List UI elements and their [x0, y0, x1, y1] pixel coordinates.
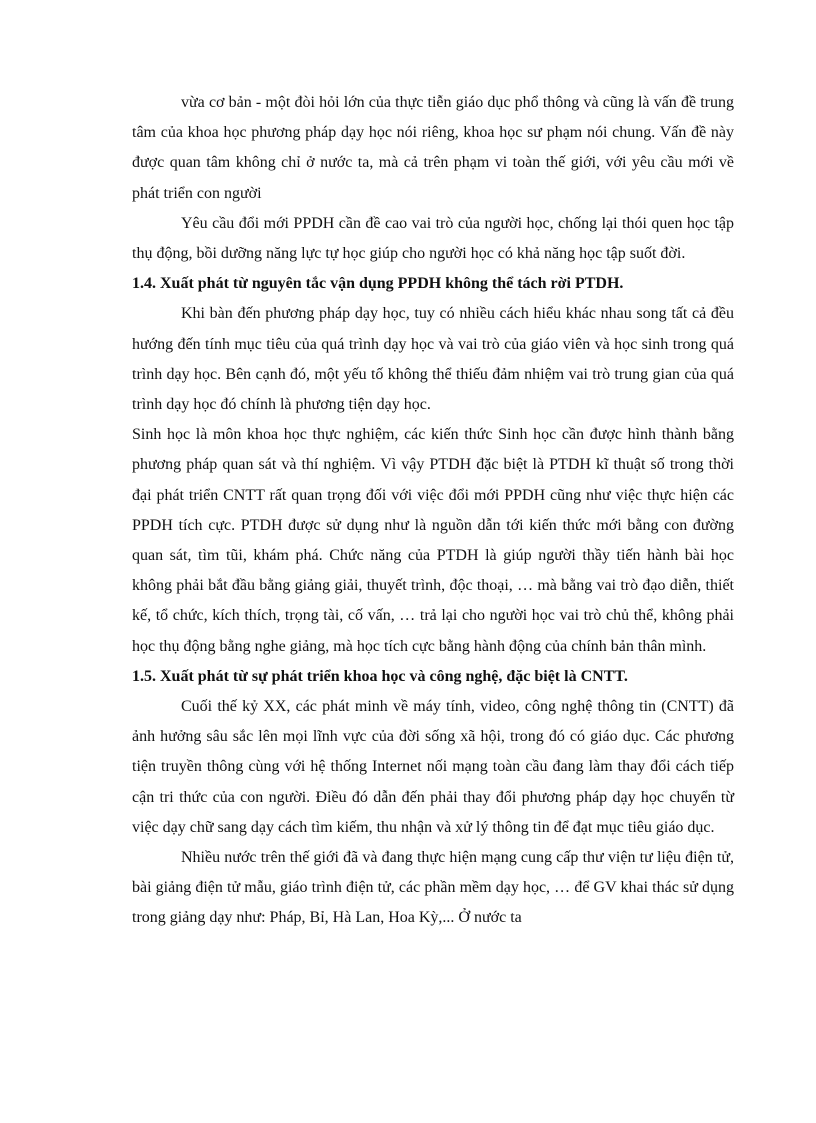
- paragraph-teaching-methods: Khi bàn đến phương pháp dạy học, tuy có nhiều cách hiểu khác nhau song tất cả đều hướng đến tính mục tiêu của quá trình dạy học và vai trò của giáo viên và học sinh trong quá trình dạy học. Bên cạnh đó, một yếu tố không thể thiếu đảm nhiệm vai trò trung gian của quá trình dạy học đó chính là phương tiện dạy học.: [132, 305, 734, 414]
- paragraph-cntt-impact: Cuối thế kỷ XX, các phát minh về máy tính, video, công nghệ thông tin (CNTT) đã ảnh hưởng sâu sắc lên mọi lĩnh vực của đời sống xã hội, trong đó có giáo dục. Các phương tiện truyền thông cùng với hệ thống Internet nối mạng toàn cầu đang làm thay đổi cách tiếp cận tri thức của con người. Điều đó dẫn đến phải thay đổi phương pháp dạy học chuyển từ việc dạy chữ sang dạy cách tìm kiếm, thu nhận và xử lý thông tin để đạt mục tiêu giáo dục.: [132, 698, 734, 836]
- paragraph-ppdh-renewal: Yêu cầu đổi mới PPDH cần đề cao vai trò của người học, chống lại thói quen học tập thụ động, bồi dưỡng năng lực tự học giúp cho người học có khả năng học tập suốt đời.: [132, 214, 734, 263]
- paragraph-biology-ptdh: Sinh học là môn khoa học thực nghiệm, các kiến thức Sinh học cần được hình thành bằng phương pháp quan sát và thí nghiệm. Vì vậy PTDH đặc biệt là PTDH kĩ thuật số trong thời đại phát triển CNTT rất quan trọng đối với việc đổi mới PPDH cũng như việc thực hiện các PPDH tích cực. PTDH được sử dụng như là nguồn dẫn tới kiến thức mới bằng con đường quan sát, tìm tũi, khám phá. Chức năng của PTDH là giúp người thầy tiến hành bài học không phải bắt đầu bằng giảng giải, thuyết trình, độc thoại, … mà bằng vai trò đạo diễn, thiết kế, tổ chức, kích thích, trọng tài, cố vấn, … trả lại cho người học vai trò chủ thể, không phải học thụ động bằng nghe giảng, mà học tích cực bằng hành động của chính bản thân mình.: [132, 426, 734, 655]
- document-page: [132, 88, 734, 934]
- section-heading-1-4: 1.4. Xuất phát từ nguyên tắc vận dụng PPDH không thể tách rời PTDH.: [132, 275, 624, 293]
- section-heading-1-5: 1.5. Xuất phát từ sự phát triển khoa học và công nghệ, đặc biệt là CNTT.: [132, 667, 628, 685]
- paragraph-digital-library: Nhiều nước trên thế giới đã và đang thực hiện mạng cung cấp thư viện tư liệu điện tử, bài giảng điện tử mẫu, giáo trình điện tử, các phần mềm dạy học, … để GV khai thác sử dụng trong giảng dạy như: Pháp, Bỉ, Hà Lan, Hoa Kỳ,... Ở nước ta: [132, 849, 734, 927]
- paragraph-education-basics: vừa cơ bản - một đòi hỏi lớn của thực tiễn giáo dục phổ thông và cũng là vấn đề trung tâm của khoa học phương pháp dạy học nói riêng, khoa học sư phạm nói chung. Vấn đề này được quan tâm không chỉ ở nước ta, mà cả trên phạm vi toàn thế giới, với yêu cầu mới về phát triển con người: [132, 94, 734, 202]
